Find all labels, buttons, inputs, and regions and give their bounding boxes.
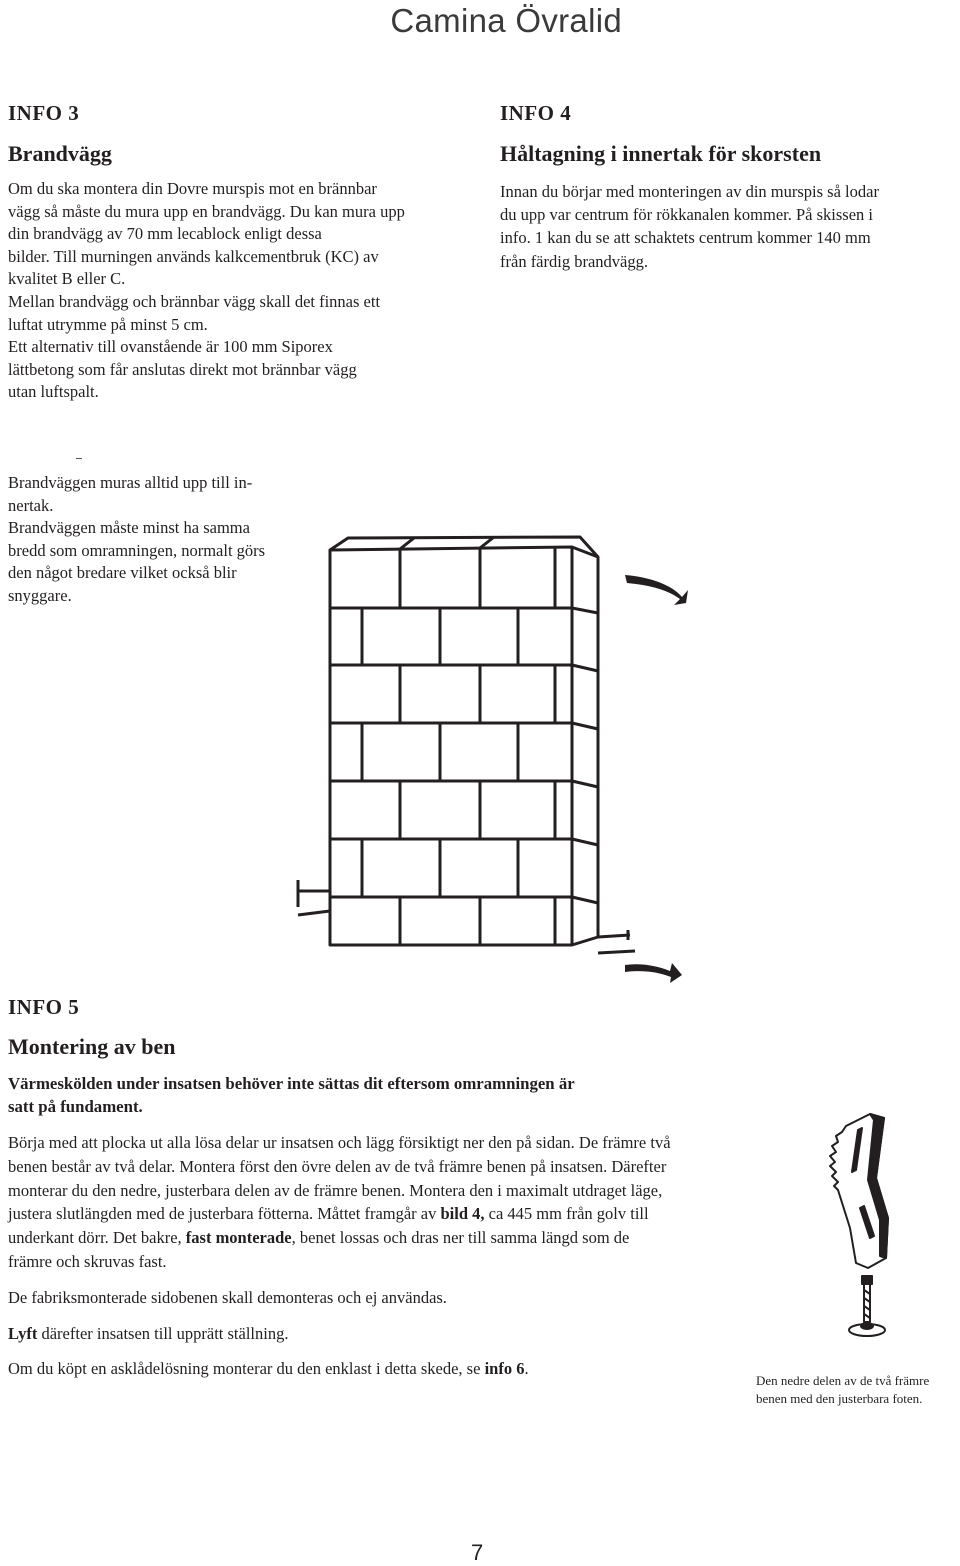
- text-run: underkant dörr. Det bakre,: [8, 1228, 186, 1248]
- info3-note-line: Brandväggen muras alltid upp till in-: [8, 473, 253, 492]
- info4-label: INFO 4: [500, 101, 572, 125]
- info3-line: luftat utrymme på minst 5 cm.: [8, 314, 208, 334]
- bold-ref: bild 4,: [440, 1204, 485, 1224]
- info5-lead-line: Värmeskölden under insatsen behöver inte sättas dit eftersom omramningen är: [8, 1074, 575, 1093]
- info3-line: bilder. Till murningen används kalkcementbruk (KC) av: [8, 246, 379, 266]
- info3-line: Om du ska montera din Dovre murspis mot en brännbar: [8, 179, 377, 198]
- stray-dash-mark: [76, 458, 82, 459]
- info3-title: Brandvägg: [8, 141, 112, 166]
- text-run: .: [524, 1359, 529, 1379]
- info5-label: INFO 5: [8, 995, 80, 1019]
- info4-body: [500, 180, 955, 273]
- text-run: därefter insatsen till upprätt ställning.: [37, 1323, 289, 1343]
- text-run: ca 445 mm från golv till: [484, 1204, 649, 1224]
- bold-ref: info 6: [484, 1359, 525, 1379]
- leg-caption: [756, 1372, 960, 1408]
- info3-line: vägg så måste du mura upp en brandvägg. Du kan mura upp: [8, 201, 405, 221]
- info5-p3: [8, 1322, 803, 1346]
- info5-lead: [8, 1072, 788, 1118]
- info4-title: Håltagning i innertak för skorsten: [500, 141, 822, 166]
- info5-lead-line: satt på fundament.: [8, 1097, 143, 1116]
- text-run: , benet lossas och dras ner till samma längd som de: [291, 1228, 630, 1248]
- info5-p1-line: [8, 1202, 803, 1226]
- info3-label: INFO 3: [8, 101, 80, 125]
- info4-line: du upp var centrum för rökkanalen kommer. På skissen i: [500, 205, 873, 225]
- info3-note-line: snyggare.: [8, 585, 72, 605]
- arrow-icon: [625, 575, 688, 605]
- bold-term: Lyft: [8, 1323, 38, 1343]
- info3-body: [8, 178, 478, 404]
- info5-p1-line: benen består av två delar. Montera först den övre delen av de två främre benen på insatsen. Därefter: [8, 1156, 667, 1176]
- info3-line: lättbetong som får anslutas direkt mot brännbar vägg: [8, 359, 357, 379]
- brick-wall-illustration: [290, 535, 690, 995]
- info3-line: kvalitet B eller C.: [8, 269, 126, 289]
- info3-note-line: Brandväggen måste minst ha samma: [8, 518, 250, 538]
- info5-p1-line: monterar du den nedre, justerbara delen av de främre benen. Montera den i maximalt utdraget läge,: [8, 1180, 663, 1200]
- leg-bracket-illustration: [826, 1108, 906, 1348]
- info5-p2: De fabriksmonterade sidobenen skall demonteras och ej användas.: [8, 1287, 447, 1307]
- info5-title: Montering av ben: [8, 1034, 176, 1059]
- info5-p1-line: Börja med att plocka ut alla lösa delar ur insatsen och lägg försiktigt ner den på sidan. De främre två: [8, 1133, 671, 1152]
- arrow-icon: [625, 963, 682, 983]
- page-header-title: Camina Övralid: [390, 2, 622, 39]
- text-run: justera slutlängden med de justerbara fötterna. Måttet framgår av: [8, 1204, 441, 1224]
- info3-note-line: bredd som omramningen, normalt görs: [8, 540, 266, 560]
- info4-line: Innan du börjar med monteringen av din murspis så lodar: [500, 182, 879, 201]
- info5-p4: [8, 1357, 803, 1381]
- info3-line: utan luftspalt.: [8, 382, 99, 402]
- info4-line: info. 1 kan du se att schaktets centrum kommer 140 mm: [500, 228, 871, 248]
- info3-note: [8, 472, 308, 608]
- bold-term: fast monterade: [185, 1228, 292, 1248]
- info4-line: från färdig brandvägg.: [500, 251, 648, 271]
- info5-body: [8, 1131, 803, 1381]
- info3-line: Mellan brandvägg och brännbar vägg skall det finnas ett: [8, 291, 381, 311]
- info5-p1-line: främre och skruvas fast.: [8, 1251, 167, 1271]
- caption-line: benen med den justerbara foten.: [756, 1391, 923, 1406]
- text-run: Om du köpt en asklådelösning monterar du den enklast i detta skede, se: [8, 1359, 485, 1379]
- info3-line: din brandvägg av 70 mm lecablock enligt dessa: [8, 224, 322, 244]
- info5-p1-line: [8, 1226, 803, 1250]
- page-number: 7: [471, 1540, 484, 1565]
- caption-line: Den nedre delen av de två främre: [756, 1373, 930, 1388]
- info3-note-line: den något bredare vilket också blir: [8, 563, 237, 583]
- info3-note-line: nertak.: [8, 495, 54, 515]
- info3-line: Ett alternativ till ovanstående är 100 mm Siporex: [8, 337, 333, 357]
